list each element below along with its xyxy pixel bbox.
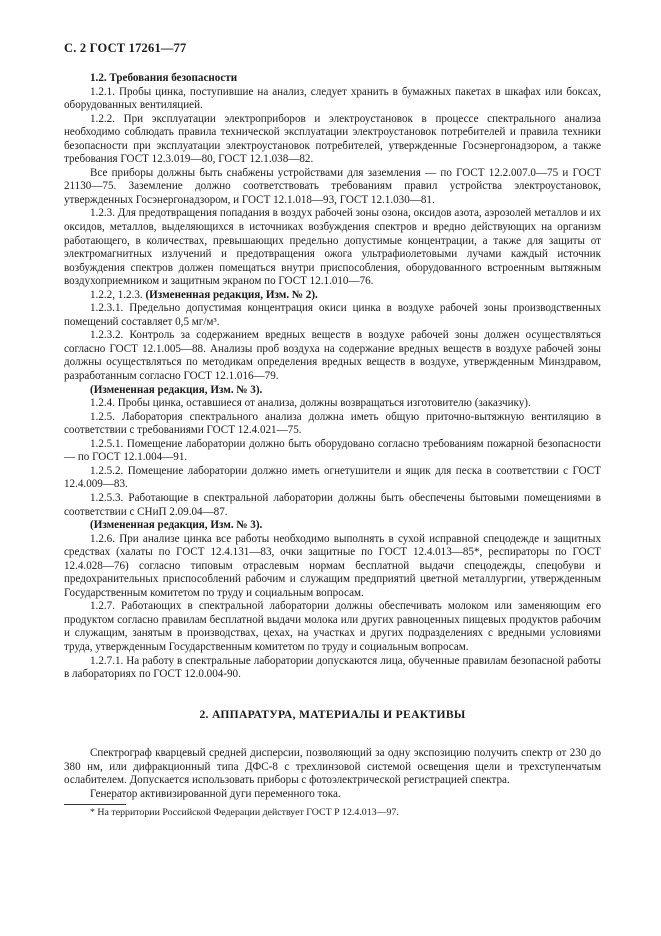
amendment-label: (Измененная редакция, Изм. № 2). [145, 288, 318, 301]
section-heading: 2. АППАРАТУРА, МАТЕРИАЛЫ И РЕАКТИВЫ [199, 707, 466, 721]
amendment-note-2 [64, 289, 601, 303]
paragraph-1-2-6: 1.2.6. При анализе цинка все работы необходимо выполнять в сухой исправной спецодежде и защитных средствах (халаты по ГОСТ 12.4.131—83, очки защитные по ГОСТ 12.4.013—85*, респираторы по ГОСТ 12.4.028—76) согласно типовым отраслевым нормам бесплатной выдачи спецодежды, спецобуви и предохранительных приспособлений рабочим и служащим предприятий цветной металлургии, утвержденным Государственным комитетом по труду и социальным вопросам. [64, 532, 601, 599]
paragraph-1-2-5-2: 1.2.5.2. Помещение лаборатории должно иметь огнетушители и ящик для песка в соответствии с ГОСТ 12.4.009—83. [64, 464, 601, 491]
paragraph-1-2-7-1: 1.2.7.1. На работу в спектральные лаборатории допускаются лица, обученные правилам безопасной работы в лабораториях по ГОСТ 12.0.004-90. [64, 654, 601, 681]
footnote-divider [64, 804, 126, 805]
paragraph-1-2-1: 1.2.1. Пробы цинка, поступившие на анализ, следует хранить в бумажных пакетах в шкафах или боксах, оборудованных вентиляцией. [64, 85, 601, 112]
paragraph-1-2-5-3: 1.2.5.3. Работающие в спектральной лаборатории должны быть обеспечены бытовыми помещениями в соответствии с СНиП 2.09.04—87. [64, 491, 601, 518]
paragraph-1-2-5-1: 1.2.5.1. Помещение лаборатории должно быть оборудовано согласно требованиям пожарной безопасности — по ГОСТ 12.1.004—91. [64, 437, 601, 464]
amendment-note-3b: (Измененная редакция, Изм. № 3). [90, 519, 263, 532]
amendment-note-3a: (Измененная редакция, Изм. № 3). [90, 383, 263, 396]
paragraph-1-2-3: 1.2.3. Для предотвращения попадания в воздух рабочей зоны озона, оксидов азота, аэрозолей металлов и их оксидов, металлов, выделяющихся в источниках возбуждения спектров и вредно действующих на организм работающего, в количествах, превышающих предельно допустимые концентрации, а также для защиты от электромагнитных излучений и предотвращения ожога ультрафиолетовыми лучами каждый источник возбуждения спектров должен помещаться внутри приспособления, оборудованного встроенным вытяжным воздухоприемником и защитным экраном по ГОСТ 12.1.010—76. [64, 207, 601, 288]
paragraph-spectrograph: Спектрограф кварцевый средней дисперсии, позволяющий за одну экспозицию получить спектр от 230 до 380 нм, или дифракционный типа ДФС-8 с трехлинзовой системой освещения щели и трехступенчатым ослабителем. Допускается использовать приборы с фотоэлектрической регистрацией спектра. [64, 747, 601, 787]
amendment-prefix: 1.2.2, 1.2.3. [90, 288, 146, 301]
paragraph-generator: Генератор активизированной дуги переменного тока. [90, 787, 341, 800]
paragraph-1-2-3-1: 1.2.3.1. Предельно допустимая концентрация окиси цинка в воздухе рабочей зоны производственных помещений составляет 0,5 мг/м³. [64, 302, 601, 328]
document-body [64, 72, 601, 819]
footnote: * На территории Российской Федерации действует ГОСТ Р 12.4.013—97. [90, 807, 399, 819]
paragraph-1-2-7: 1.2.7. Работающих в спектральной лаборатории должны обеспечивать молоком или заменяющим его продуктом согласно правилам бесплатной выдачи молока или других равноценных пищевых продуктов рабочим и служащим, занятым в производствах, цехах, на участках и других подразделениях с вредными условиями труда, утвержденным Государственным комитетом по труду и социальным вопросам. [64, 600, 601, 653]
paragraph-1-2-3-2: 1.2.3.2. Контроль за содержанием вредных веществ в воздухе рабочей зоны должен осуществляться согласно ГОСТ 12.1.005—88. Анализы проб воздуха на содержание вредных веществ в воздухе рабочей зоны должны осуществляться по методикам определения вредных веществ в воздухе, утвержденным Минздравом, разработанным согласно ГОСТ 12.1.016—79. [64, 329, 601, 383]
paragraph-1-2-5: 1.2.5. Лаборатория спектрального анализа должна иметь общую приточно-вытяжную вентиляцию в соответствии с требованиями ГОСТ 12.4.021—75. [64, 410, 601, 437]
paragraph-1-2-2: 1.2.2. При эксплуатации электроприборов и электроустановок в процессе спектрального анализа необходимо соблюдать правила технической эксплуатации электроустановок потребителей и правила техники безопасности при эксплуатации электроустановок потребителей, утвержденные Госэнергонадзором, а также требования ГОСТ 12.3.019—80, ГОСТ 12.1.038—82. [64, 112, 601, 166]
subsection-title: 1.2. Требования безопасности [90, 72, 238, 84]
page-header: С. 2 ГОСТ 17261—77 [64, 41, 187, 55]
paragraph-grounding: Все приборы должны быть снабжены устройствами для заземления — по ГОСТ 12.2.007.0—75 и ГОСТ 21130—75. Заземление должно соответствовать требованиям правил устройства электроустановок, утвержденных Госэнергонадзором, и ГОСТ 12.1.018—93, ГОСТ 12.1.030—81. [64, 166, 601, 206]
paragraph-1-2-4: 1.2.4. Пробы цинка, оставшиеся от анализа, должны возвращаться изготовителю (заказчику). [90, 397, 531, 410]
